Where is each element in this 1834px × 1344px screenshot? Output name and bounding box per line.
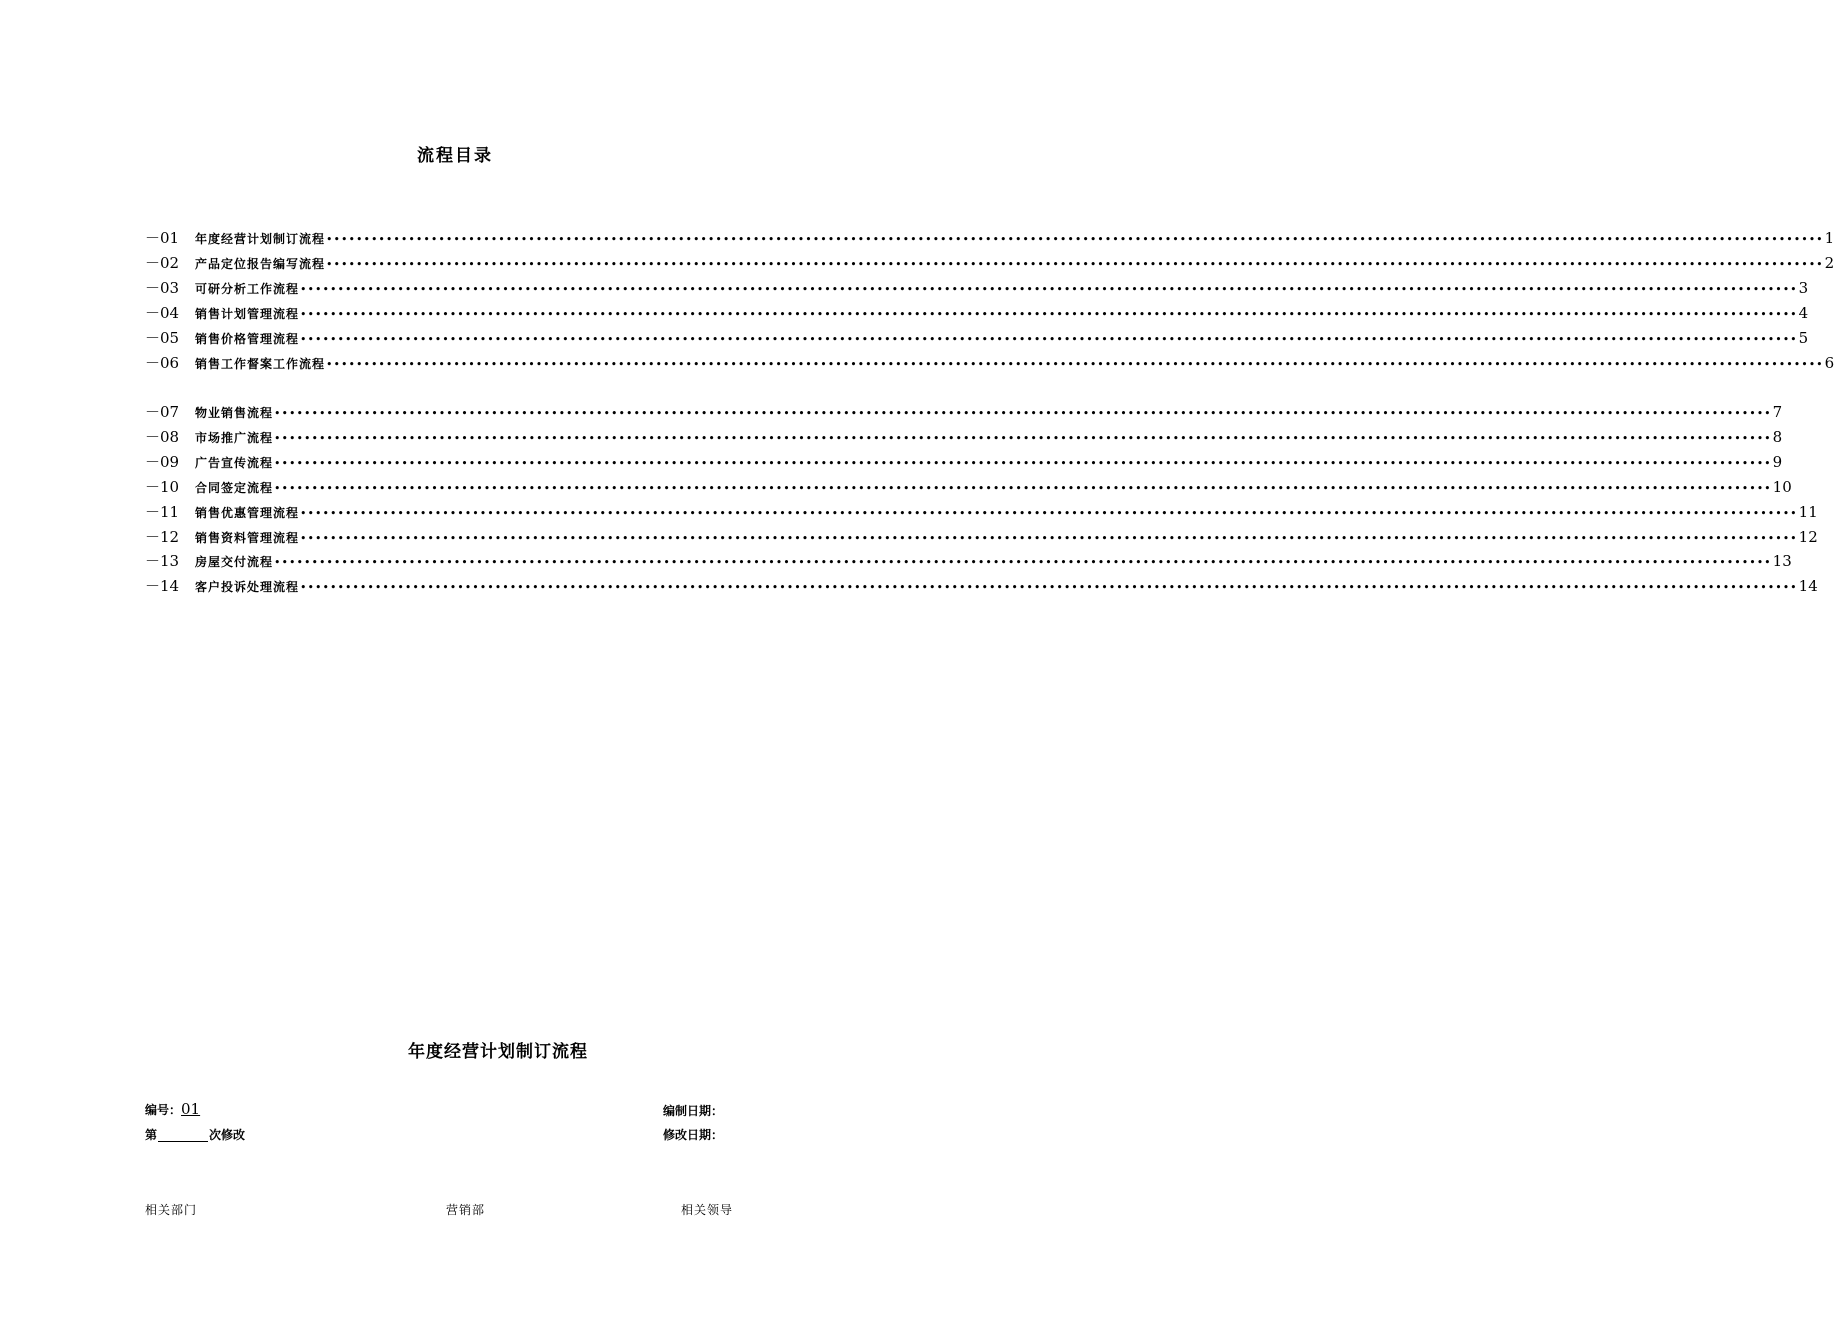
toc-leader-dots: •••••••••••••••••••••••••••••••••••••••••••••••••••••••••••••••••••••••••••••••••••••••••••••••••••••••••••••••••••••••••••••••••••••••••••••••••••••••••••••••••••••••••••••••••••••••••••••••••••••••• [274,456,1772,470]
toc-entry-number: －08 [145,427,180,446]
toc-entry-page: 1 [1824,229,1834,247]
toc-leader-dots: •••••••••••••••••••••••••••••••••••••••••••••••••••••••••••••••••••••••••••••••••••••••••••••••••••••••••••••••••••••••••••••••••••••••••••••••••••••••••••••••••••••••••••••••••••••••••••••••••••••••• [326,257,1824,271]
toc-entry-page: 14 [1798,577,1818,596]
revision-prefix: 第 [145,1128,158,1142]
toc-entry-label: 广告宣传流程 [195,455,274,470]
toc-entry[interactable] [145,576,1818,596]
toc-entry[interactable] [145,527,1818,547]
toc-entry-label: 产品定位报告编写流程 [195,256,326,271]
toc-leader-dots: •••••••••••••••••••••••••••••••••••••••••••••••••••••••••••••••••••••••••••••••••••••••••••••••••••••••••••••••••••••••••••••••••••••••••••••••••••••••••••••••••••••••••••••••••••••••••••••••••••••••• [326,357,1824,371]
toc-entry-label: 销售计划管理流程 [195,306,300,321]
toc-entry-label: 物业销售流程 [195,406,274,420]
toc-entry-label: 销售资料管理流程 [195,530,300,545]
toc-entry-page: 5 [1798,328,1809,347]
toc-entry-number: －07 [145,403,180,421]
toc-entry-label: 房屋交付流程 [195,555,274,570]
toc-entry[interactable] [145,452,1783,472]
toc-entry[interactable] [145,477,1792,497]
toc-entry[interactable] [145,278,1809,298]
toc-entry-number: －12 [145,527,180,546]
toc-leader-dots: •••••••••••••••••••••••••••••••••••••••••••••••••••••••••••••••••••••••••••••••••••••••••••••••••••••••••••••••••••••••••••••••••••••••••••••••••••••••••••••••••••••••••••••••••••••••••••••••••••••••• [300,307,1798,321]
toc-entry-label: 可研分析工作流程 [195,281,300,296]
number-label: 编号： [145,1103,182,1117]
toc-entry-number: －06 [145,353,180,372]
toc-leader-dots: •••••••••••••••••••••••••••••••••••••••••••••••••••••••••••••••••••••••••••••••••••••••••••••••••••••••••••••••••••••••••••••••••••••••••••••••••••••••••••••••••••••••••••••••••••••••••••••••••••••••• [300,581,1798,595]
toc-leader-dots: •••••••••••••••••••••••••••••••••••••••••••••••••••••••••••••••••••••••••••••••••••••••••••••••••••••••••••••••••••••••••••••••••••••••••••••••••••••••••••••••••••••••••••••••••••••••••••••••••••••••• [274,431,1772,445]
compiled-date-label: 编制日期： [663,1104,724,1118]
toc-entry[interactable] [145,328,1809,348]
toc-leader-dots: •••••••••••••••••••••••••••••••••••••••••••••••••••••••••••••••••••••••••••••••••••••••••••••••••••••••••••••••••••••••••••••••••••••••••••••••••••••••••••••••••••••••••••••••••••••••••••••••••••••••• [326,233,1824,246]
toc-entry[interactable] [145,551,1792,571]
toc-entry-number: －13 [145,552,180,571]
toc-entry-page: 10 [1772,477,1792,496]
toc-leader-dots: •••••••••••••••••••••••••••••••••••••••••••••••••••••••••••••••••••••••••••••••••••••••••••••••••••••••••••••••••••••••••••••••••••••••••••••••••••••••••••••••••••••••••••••••••••••••••••••••••••••••• [300,531,1798,545]
toc-entry-page: 9 [1772,452,1783,471]
toc-leader-dots: •••••••••••••••••••••••••••••••••••••••••••••••••••••••••••••••••••••••••••••••••••••••••••••••••••••••••••••••••••••••••••••••••••••••••••••••••••••••••••••••••••••••••••••••••••••••••••••••••••••••• [300,282,1798,296]
revision-suffix: 次修改 [209,1128,246,1142]
toc-entry-number: －11 [145,502,180,521]
header-related-leader: 相关领导 [681,1203,734,1217]
number-line [145,1100,200,1118]
toc-entry[interactable] [145,303,1809,323]
toc-leader-dots: •••••••••••••••••••••••••••••••••••••••••••••••••••••••••••••••••••••••••••••••••••••••••••••••••••••••••••••••••••••••••••••••••••••••••••••••••••••••••••••••••••••••••••••••••••••••••••••••••••••••• [274,407,1772,420]
toc-entry-label: 客户投诉处理流程 [195,580,300,595]
toc-entry-label: 年度经营计划制订流程 [195,232,326,246]
toc-leader-dots: •••••••••••••••••••••••••••••••••••••••••••••••••••••••••••••••••••••••••••••••••••••••••••••••••••••••••••••••••••••••••••••••••••••••••••••••••••••••••••••••••••••••••••••••••••••••••••••••••••••••• [274,481,1772,495]
toc-entry-label: 销售价格管理流程 [195,331,300,346]
toc-entry-page: 4 [1798,303,1809,322]
toc-entry-number: －10 [145,477,180,496]
toc-entry-number: －09 [145,452,180,471]
toc-entry[interactable] [145,427,1783,447]
toc-entry-page: 3 [1798,278,1809,297]
toc-entry-page: 2 [1824,253,1834,272]
revision-line [145,1126,245,1143]
toc-leader-dots: •••••••••••••••••••••••••••••••••••••••••••••••••••••••••••••••••••••••••••••••••••••••••••••••••••••••••••••••••••••••••••••••••••••••••••••••••••••••••••••••••••••••••••••••••••••••••••••••••••••••• [274,556,1772,570]
toc-entry[interactable] [145,228,1834,248]
toc-entry-label: 销售工作督案工作流程 [195,356,326,371]
revised-date-label: 修改日期： [663,1128,724,1142]
toc-entry-number: －01 [145,229,180,247]
toc-entry-page: 13 [1772,552,1792,571]
toc-entry-number: －03 [145,278,180,297]
toc-leader-dots: •••••••••••••••••••••••••••••••••••••••••••••••••••••••••••••••••••••••••••••••••••••••••••••••••••••••••••••••••••••••••••••••••••••••••••••••••••••••••••••••••••••••••••••••••••••••••••••••••••••••• [300,506,1798,520]
toc-entry[interactable] [145,253,1834,273]
toc-entry-number: －04 [145,303,180,322]
number-value: 01 [181,1100,201,1118]
toc-entry-label: 销售优惠管理流程 [195,505,300,520]
toc-entry-number: －14 [145,577,180,596]
doc-title: 年度经营计划制订流程 [408,1042,588,1062]
toc-entry-number: －05 [145,328,180,347]
toc-title: 流程目录 [417,146,493,166]
header-related-dept: 相关部门 [145,1203,198,1217]
toc-entry-number: －02 [145,253,180,272]
toc-entry[interactable] [145,502,1818,522]
toc-leader-dots: •••••••••••••••••••••••••••••••••••••••••••••••••••••••••••••••••••••••••••••••••••••••••••••••••••••••••••••••••••••••••••••••••••••••••••••••••••••••••••••••••••••••••••••••••••••••••••••••••••••••• [300,332,1798,346]
toc-entry-page: 6 [1824,353,1834,372]
toc-entry-page: 8 [1772,427,1783,446]
toc-entry-page: 11 [1798,502,1818,521]
toc-entry-page: 12 [1798,527,1818,546]
toc-entry-page: 7 [1772,403,1783,421]
toc-entry[interactable] [145,402,1783,422]
toc-entry-label: 市场推广流程 [195,430,274,445]
revision-blank [158,1127,208,1142]
toc-entry-label: 合同签定流程 [195,480,274,495]
header-marketing-dept: 营销部 [446,1203,486,1217]
toc-entry[interactable] [145,353,1834,373]
